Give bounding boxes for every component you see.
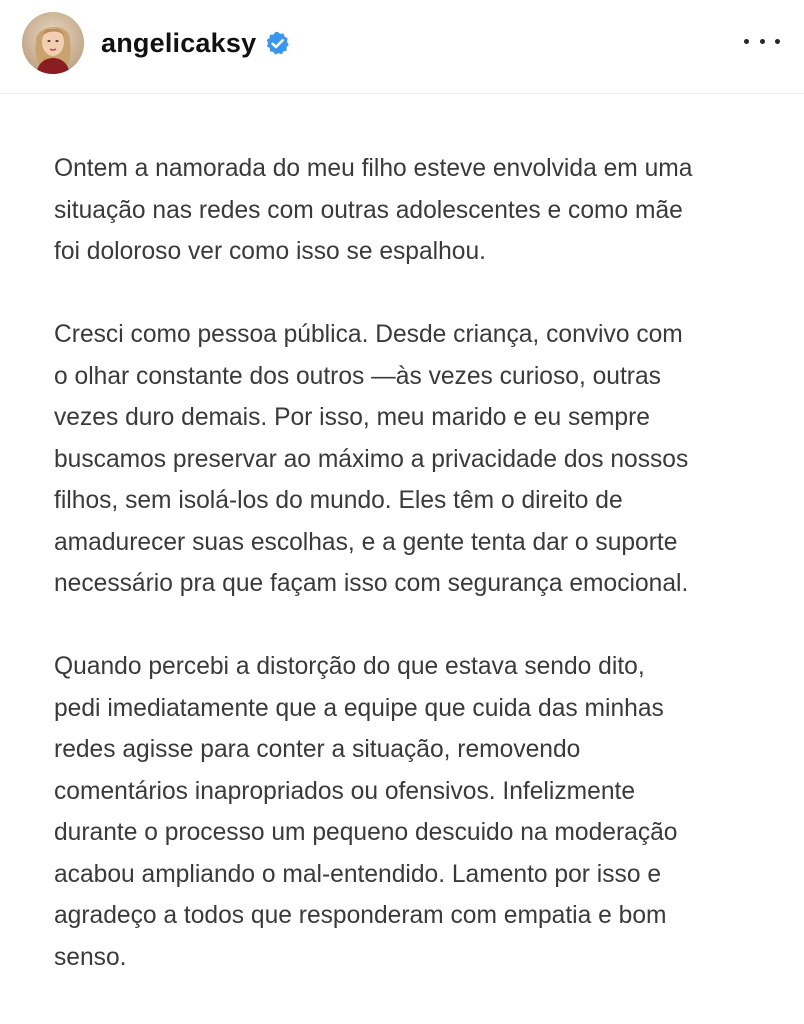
caption-line: situação nas redes com outras adolescentes e como mãe [54,196,683,224]
dot [775,39,780,44]
verified-badge-icon [264,30,291,57]
caption-line: redes agisse para conter a situação, removendo [54,736,581,763]
avatar[interactable] [22,12,84,74]
caption-line: buscamos preservar ao máximo a privacidade dos nossos [54,445,689,473]
caption-paragraph [54,646,794,978]
dot [760,39,765,44]
caption-paragraph [54,148,794,273]
caption-line: Quando percebi a distorção do que estava sendo dito, [54,653,645,680]
caption-line: o olhar constante dos outros —às vezes curioso, outras [54,362,661,390]
caption-line: durante o processo um pequeno descuido na moderação [54,819,678,846]
dot [744,39,749,44]
caption-line: vezes duro demais. Por isso, meu marido e eu sempre [54,404,650,431]
caption-line: comentários inapropriados ou ofensivos. Infelizmente [54,777,636,805]
caption-line: necessário pra que façam isso com segurança emocional. [54,570,689,597]
caption-line: amadurecer suas escolhas, e a gente tenta dar o suporte [54,528,678,556]
caption-line: filhos, sem isolá-los do mundo. Eles têm o direito de [54,487,623,514]
caption-line: senso. [54,943,127,971]
caption-line: agradeço a todos que responderam com empatia e bom [54,902,667,929]
caption-line: foi doloroso ver como isso se espalhou. [54,238,486,265]
caption-line: acabou ampliando o mal-entendido. Lamento por isso e [54,860,662,888]
caption-line: pedi imediatamente que a equipe que cuida das minhas [54,694,664,722]
post-caption [54,148,794,1020]
caption-line: Ontem a namorada do meu filho esteve envolvida em uma [54,155,693,182]
more-options-icon[interactable] [744,26,780,56]
caption-line: Cresci como pessoa pública. Desde criança, convivo com [54,321,683,348]
avatar-photo-icon [22,12,84,74]
username[interactable]: angelicaksy [101,28,257,58]
caption-paragraph [54,314,794,605]
post-header [0,0,804,94]
